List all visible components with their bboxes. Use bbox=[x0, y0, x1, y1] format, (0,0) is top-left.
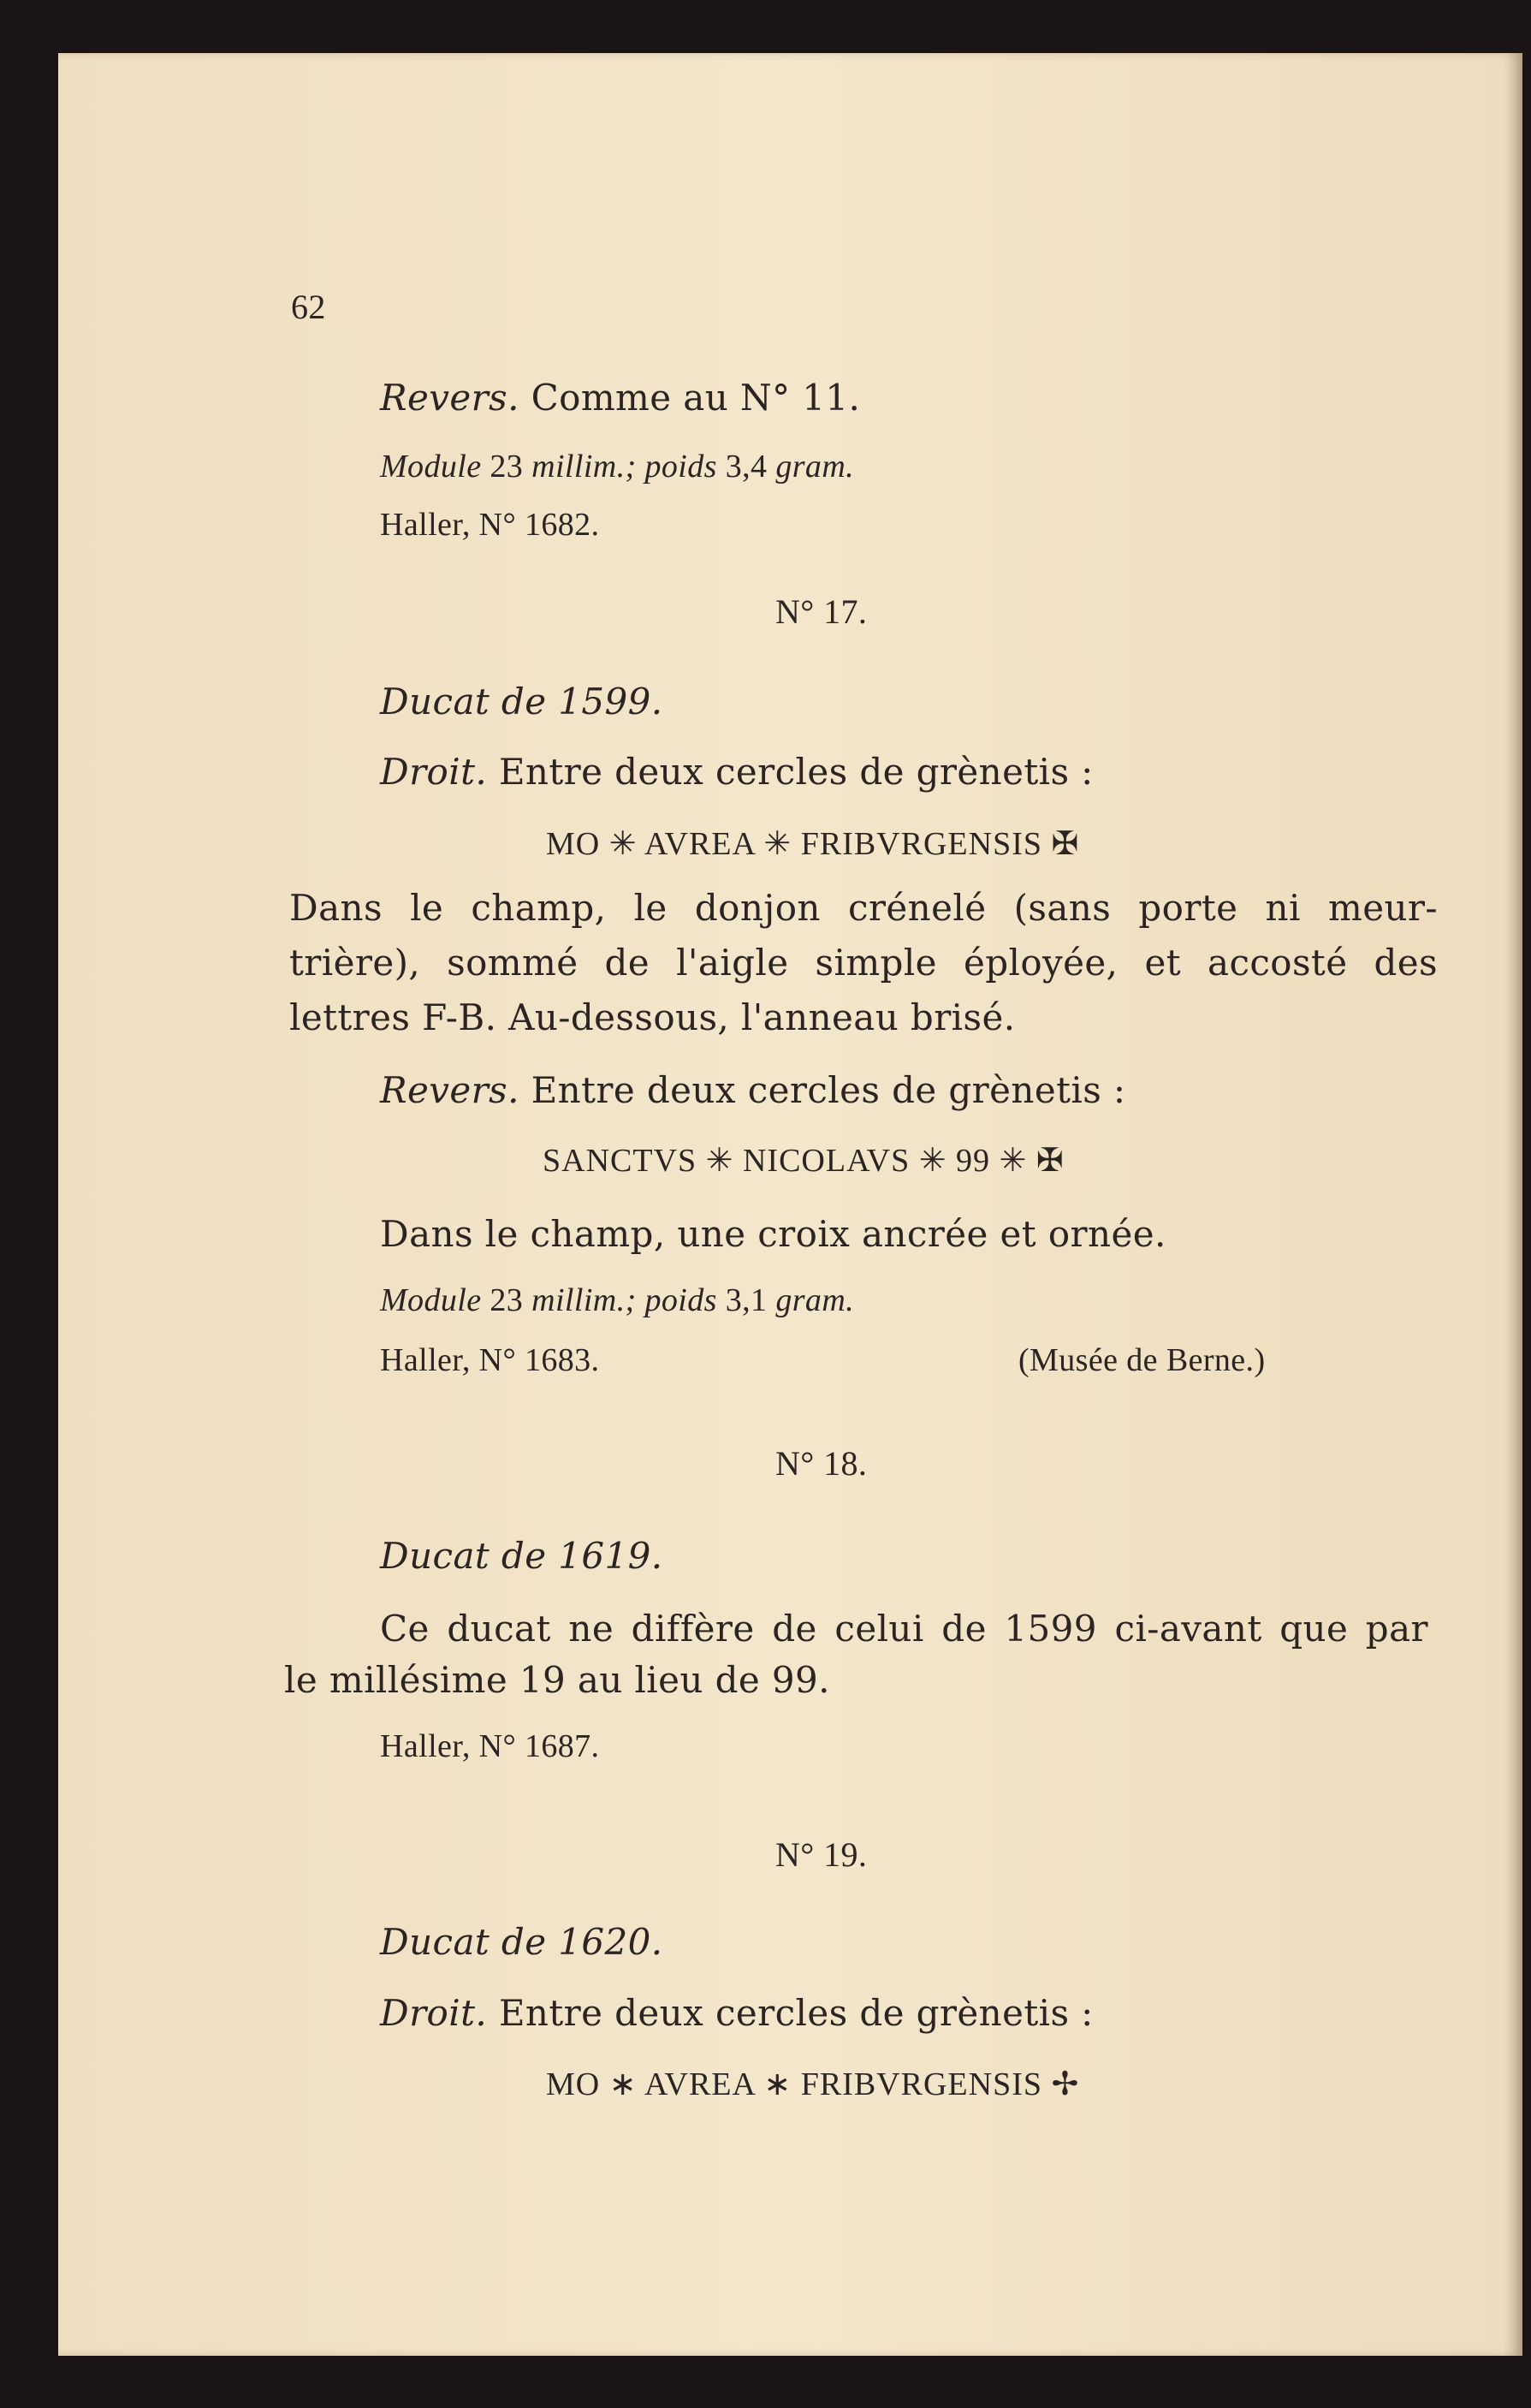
entry-17-revers-line bbox=[380, 1069, 1125, 1112]
entry-17-legend-revers: SANCTVS ✳ NICOLAVS ✳ 99 ✳ ✠ bbox=[543, 1143, 1065, 1179]
entry-18-number: N° 18. bbox=[775, 1444, 868, 1483]
poids-value: 3,4 bbox=[725, 449, 768, 485]
entry-18-haller-ref: Haller, N° 1687. bbox=[380, 1728, 600, 1764]
revers-label: Revers. bbox=[380, 377, 519, 419]
entry-19-droit-line bbox=[380, 1992, 1094, 2035]
droit-label: Droit. bbox=[380, 1992, 488, 2034]
entry-17-champ-revers: Dans le champ, une croix ancrée et ornée. bbox=[380, 1213, 1166, 1255]
entry-17-droit-line bbox=[380, 751, 1094, 794]
droit-text: Entre deux cercles de grènetis : bbox=[498, 751, 1094, 793]
millim-poids-label: millim.; poids bbox=[531, 449, 717, 485]
entry-17-module-line bbox=[380, 1279, 854, 1322]
module-label: Module bbox=[380, 449, 482, 485]
entry-17-champ-line-1: Dans le champ, le donjon crénelé (sans porte ni meur- bbox=[289, 887, 1438, 929]
entry-18-text-line-1: Ce ducat ne diffère de celui de 1599 ci-avant que par bbox=[380, 1608, 1428, 1650]
entry-18-title: Ducat de 1619. bbox=[380, 1535, 663, 1577]
entry-17-champ-line-3: lettres F-B. Au-dessous, l'anneau brisé. bbox=[289, 996, 1016, 1038]
poids-value: 3,1 bbox=[725, 1282, 768, 1318]
prev-revers-line bbox=[380, 377, 860, 419]
prev-module-line bbox=[380, 445, 854, 488]
revers-text: Comme au N° 11. bbox=[531, 377, 861, 419]
entry-19-title: Ducat de 1620. bbox=[380, 1921, 663, 1963]
droit-label: Droit. bbox=[380, 751, 488, 793]
entry-17-number: N° 17. bbox=[775, 592, 868, 631]
module-value: 23 bbox=[490, 1282, 524, 1318]
gram-label: gram. bbox=[775, 1282, 855, 1318]
book-page bbox=[58, 53, 1522, 2356]
entry-17-legend-droit: MO ✳ AVREA ✳ FRIBVRGENSIS ✠ bbox=[546, 826, 1080, 862]
entry-19-legend-droit: MO ∗ AVREA ∗ FRIBVRGENSIS ✢ bbox=[546, 2066, 1080, 2102]
page-number: 62 bbox=[291, 288, 326, 326]
entry-17-musee: (Musée de Berne.) bbox=[1018, 1342, 1266, 1378]
entry-19-number: N° 19. bbox=[775, 1835, 868, 1874]
entry-17-title: Ducat de 1599. bbox=[380, 681, 663, 722]
gram-label: gram. bbox=[775, 449, 855, 485]
entry-18-text-line-2: le millésime 19 au lieu de 99. bbox=[284, 1659, 830, 1701]
page-edge-shadow bbox=[1504, 53, 1522, 2356]
entry-17-haller-ref: Haller, N° 1683. bbox=[380, 1342, 600, 1378]
revers-label: Revers. bbox=[380, 1069, 519, 1111]
prev-haller-ref: Haller, N° 1682. bbox=[380, 507, 600, 543]
droit-text: Entre deux cercles de grènetis : bbox=[498, 1992, 1094, 2034]
millim-poids-label: millim.; poids bbox=[531, 1282, 717, 1318]
revers-text: Entre deux cercles de grènetis : bbox=[531, 1069, 1126, 1111]
module-label: Module bbox=[380, 1282, 482, 1318]
entry-17-champ-line-2: trière), sommé de l'aigle simple éployée, et accosté des bbox=[289, 942, 1438, 984]
module-value: 23 bbox=[490, 449, 524, 485]
